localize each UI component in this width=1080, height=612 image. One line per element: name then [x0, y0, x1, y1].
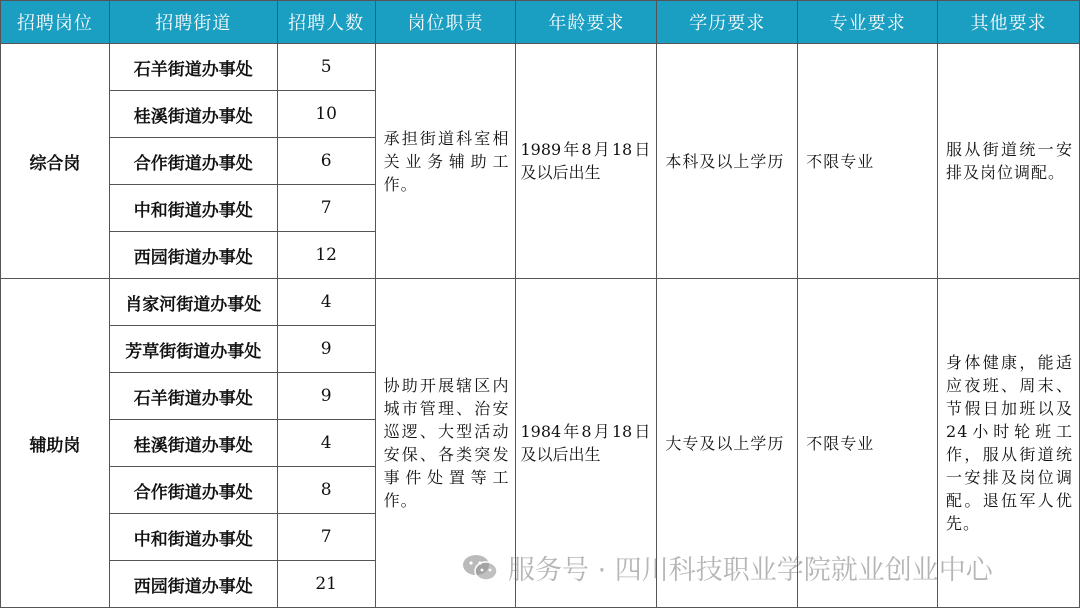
header-count: 招聘人数 — [277, 1, 375, 44]
duty-cell: 承担街道科室相关业务辅助工作。 — [375, 44, 516, 279]
street-cell: 石羊街道办事处 — [109, 373, 277, 420]
watermark-text: 服务号 · 四川科技职业学院就业创业中心 — [508, 555, 993, 586]
education-cell: 大专及以上学历 — [657, 279, 798, 608]
count-cell: 4 — [277, 420, 375, 467]
position-cell: 辅助岗 — [1, 279, 110, 608]
major-cell: 不限专业 — [798, 44, 938, 279]
wechat-icon — [462, 554, 498, 582]
other-cell: 身体健康，能适应夜班、周末、节假日加班以及24小时轮班工作，服从街道统一安排及岗位调配。退伍军人优先。 — [938, 279, 1080, 608]
count-cell: 7 — [277, 185, 375, 232]
street-cell: 石羊街道办事处 — [109, 44, 277, 91]
street-cell: 西园街道办事处 — [109, 561, 277, 608]
count-cell: 5 — [277, 44, 375, 91]
street-cell: 肖家河街道办事处 — [109, 279, 277, 326]
street-cell: 芳草街街道办事处 — [109, 326, 277, 373]
position-cell: 综合岗 — [1, 44, 110, 279]
major-cell: 不限专业 — [798, 279, 938, 608]
age-cell: 1984年8月18日及以后出生 — [516, 279, 657, 608]
count-cell: 21 — [277, 561, 375, 608]
count-cell: 6 — [277, 138, 375, 185]
watermark — [462, 548, 993, 587]
count-cell: 4 — [277, 279, 375, 326]
table-row — [1, 279, 1080, 326]
duty-cell: 协助开展辖区内城市管理、治安巡逻、大型活动安保、各类突发事件处置等工作。 — [375, 279, 516, 608]
header-position: 招聘岗位 — [1, 1, 110, 44]
other-cell: 服从街道统一安排及岗位调配。 — [938, 44, 1080, 279]
header-street: 招聘街道 — [109, 1, 277, 44]
street-cell: 桂溪街道办事处 — [109, 91, 277, 138]
header-age: 年龄要求 — [516, 1, 657, 44]
age-cell: 1989年8月18日及以后出生 — [516, 44, 657, 279]
education-cell: 本科及以上学历 — [657, 44, 798, 279]
count-cell: 7 — [277, 514, 375, 561]
table-row — [1, 44, 1080, 91]
header-duty: 岗位职责 — [375, 1, 516, 44]
count-cell: 10 — [277, 91, 375, 138]
header-education: 学历要求 — [657, 1, 798, 44]
street-cell: 中和街道办事处 — [109, 185, 277, 232]
street-cell: 桂溪街道办事处 — [109, 420, 277, 467]
count-cell: 8 — [277, 467, 375, 514]
count-cell: 9 — [277, 326, 375, 373]
header-other: 其他要求 — [938, 1, 1080, 44]
header-row — [1, 1, 1080, 44]
street-cell: 合作街道办事处 — [109, 467, 277, 514]
street-cell: 中和街道办事处 — [109, 514, 277, 561]
header-major: 专业要求 — [798, 1, 938, 44]
street-cell: 西园街道办事处 — [109, 232, 277, 279]
count-cell: 12 — [277, 232, 375, 279]
street-cell: 合作街道办事处 — [109, 138, 277, 185]
count-cell: 9 — [277, 373, 375, 420]
